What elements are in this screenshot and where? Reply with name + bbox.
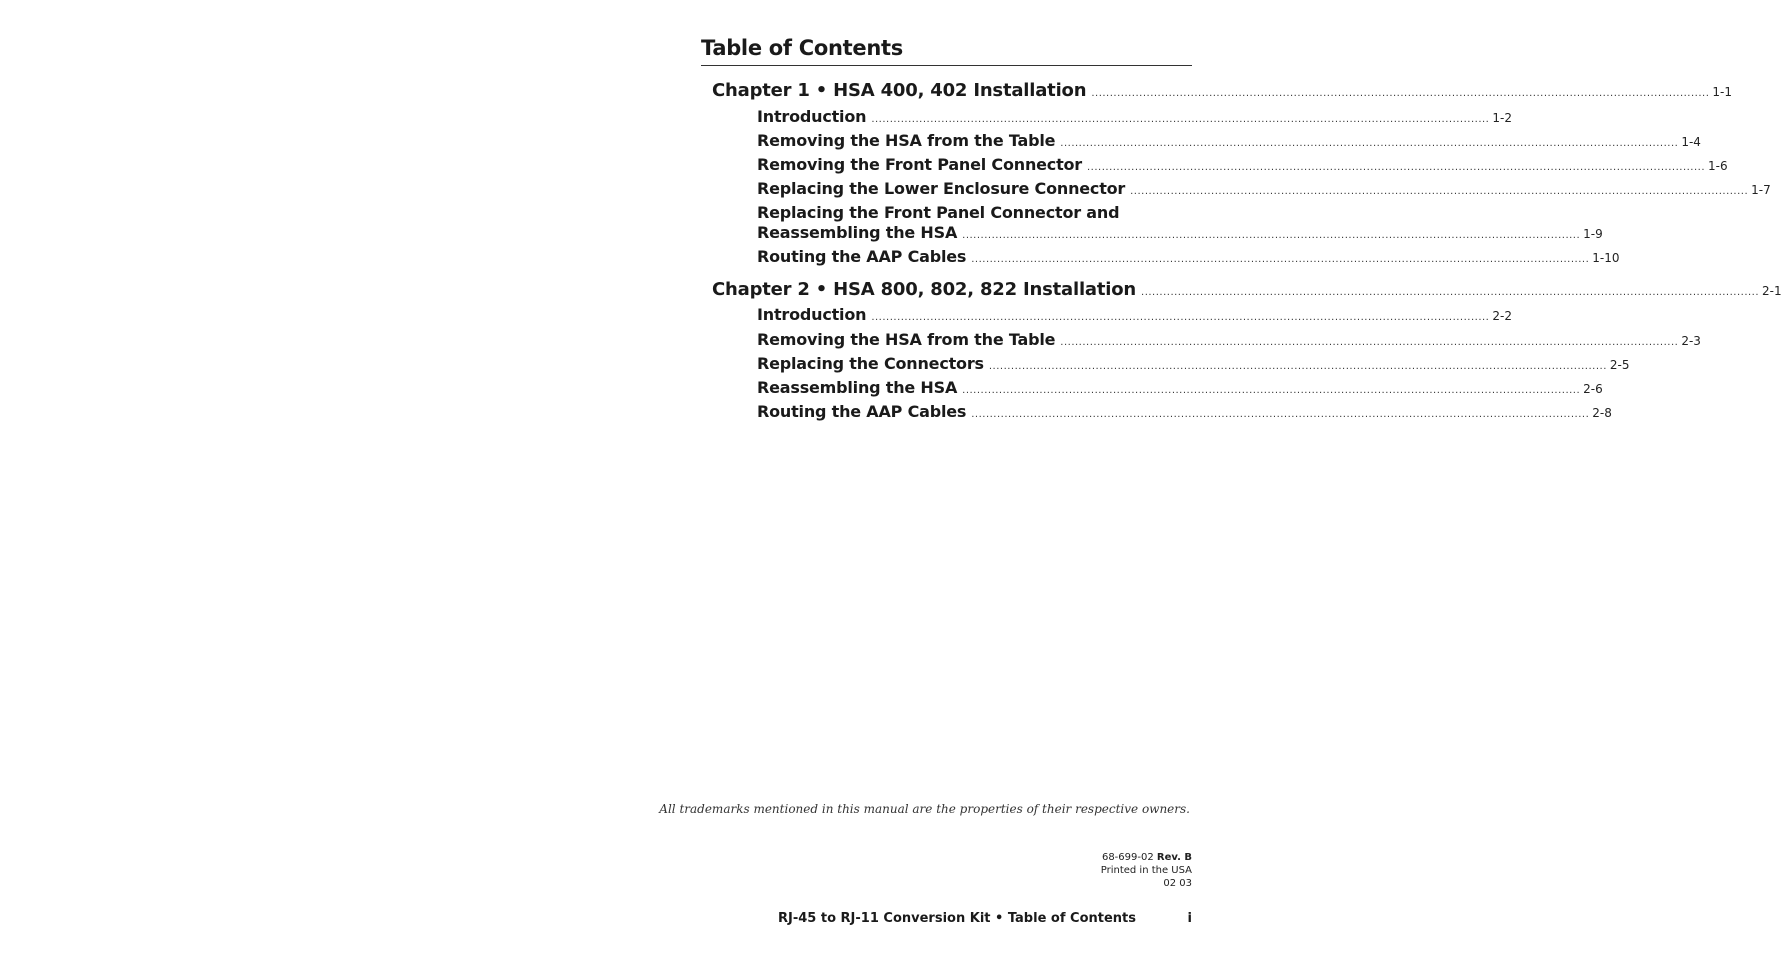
toc-page-number: 2-5 [1609, 358, 1630, 372]
printed-location: Printed in the USA [1100, 865, 1192, 876]
document-info [1101, 851, 1192, 890]
part-number: 68-699-02 [1101, 852, 1154, 863]
toc-page-number: 2-2 [1492, 309, 1512, 323]
toc-entry-label-line1[interactable]: Replacing the Front Panel Connector and [757, 203, 1120, 222]
toc-entry-label: Routing the AAP Cables [757, 402, 967, 421]
toc-entry-introduction[interactable] [757, 107, 1512, 126]
toc-leader-dots: ........................................................................................................................................................................ [1091, 88, 1710, 99]
toc-leader-dots: ........................................................................................................................................................................ [1130, 186, 1749, 197]
toc-page-number: 1-9 [1583, 227, 1603, 241]
toc-entry-label: Replacing the Connectors [757, 354, 984, 373]
trademark-notice: All trademarks mentioned in this manual are the properties of their respective owners. [659, 802, 1190, 816]
toc-chapter-1[interactable] [712, 80, 1732, 101]
toc-chapter-label: Chapter 2 • HSA 800, 802, 822 Installation [712, 279, 1137, 300]
toc-leader-dots: ........................................................................................................................................................................ [988, 361, 1607, 372]
toc-entry-introduction[interactable] [757, 305, 1512, 324]
toc-entry-label: Introduction [757, 107, 867, 126]
toc-entry-label: Routing the AAP Cables [757, 247, 967, 266]
toc-leader-dots: ........................................................................................................................................................................ [1060, 138, 1679, 149]
toc-entry-replacing-lower-enclosure[interactable] [757, 179, 1771, 198]
toc-entry-reassembling-hsa[interactable] [757, 223, 1603, 242]
toc-page-number: 1-7 [1751, 183, 1771, 197]
footer-page-number: i [1187, 911, 1192, 926]
toc-page-number: 1-6 [1708, 159, 1728, 173]
toc-entry-reassembling-hsa[interactable] [757, 378, 1603, 397]
toc-entry-label: Replacing the Lower Enclosure Connector [757, 179, 1126, 198]
part-number-line [1101, 851, 1192, 864]
toc-page-number: 1-1 [1712, 85, 1732, 99]
toc-entry-removing-hsa[interactable] [757, 330, 1701, 349]
toc-entry-label: Removing the Front Panel Connector [757, 155, 1082, 174]
toc-leader-dots: ........................................................................................................................................................................ [1087, 162, 1706, 173]
toc-leader-dots: ........................................................................................................................................................................ [971, 409, 1590, 420]
toc-page-number: 2-8 [1592, 406, 1612, 420]
footer-title: RJ-45 to RJ-11 Conversion Kit • Table of Contents [778, 911, 1136, 926]
toc-page-number: 1-4 [1681, 135, 1701, 149]
revision: Rev. B [1156, 852, 1192, 863]
toc-page-number: 2-6 [1583, 382, 1603, 396]
toc-entry-label: Removing the HSA from the Table [757, 131, 1056, 150]
toc-entry-routing-aap[interactable] [757, 402, 1612, 421]
toc-leader-dots: ........................................................................................................................................................................ [971, 254, 1590, 265]
page-title: Table of Contents [701, 34, 1192, 66]
toc-entry-label: Removing the HSA from the Table [757, 330, 1056, 349]
toc-leader-dots: ........................................................................................................................................................................ [871, 312, 1490, 323]
print-date: 02 03 [1163, 878, 1192, 889]
toc-entry-label: Reassembling the HSA [757, 223, 958, 242]
toc-page-number: 1-10 [1592, 251, 1620, 265]
toc-page-number: 1-2 [1492, 111, 1512, 125]
toc-leader-dots: ........................................................................................................................................................................ [962, 385, 1581, 396]
toc-entry-replacing-connectors[interactable] [757, 354, 1630, 373]
toc-entry-removing-front-panel[interactable] [757, 155, 1728, 174]
toc-leader-dots: ........................................................................................................................................................................ [871, 114, 1490, 125]
toc-page-number: 2-1 [1762, 284, 1782, 298]
toc-entry-label: Reassembling the HSA [757, 378, 958, 397]
toc-entry-routing-aap[interactable] [757, 247, 1620, 266]
toc-leader-dots: ........................................................................................................................................................................ [1060, 337, 1679, 348]
toc-leader-dots: ........................................................................................................................................................................ [962, 230, 1581, 241]
toc-chapter-label: Chapter 1 • HSA 400, 402 Installation [712, 80, 1087, 101]
toc-chapter-2[interactable] [712, 279, 1782, 300]
toc-entry-label: Introduction [757, 305, 867, 324]
toc-page-number: 2-3 [1681, 334, 1701, 348]
toc-entry-removing-hsa[interactable] [757, 131, 1701, 150]
toc-leader-dots: ........................................................................................................................................................................ [1141, 287, 1760, 298]
